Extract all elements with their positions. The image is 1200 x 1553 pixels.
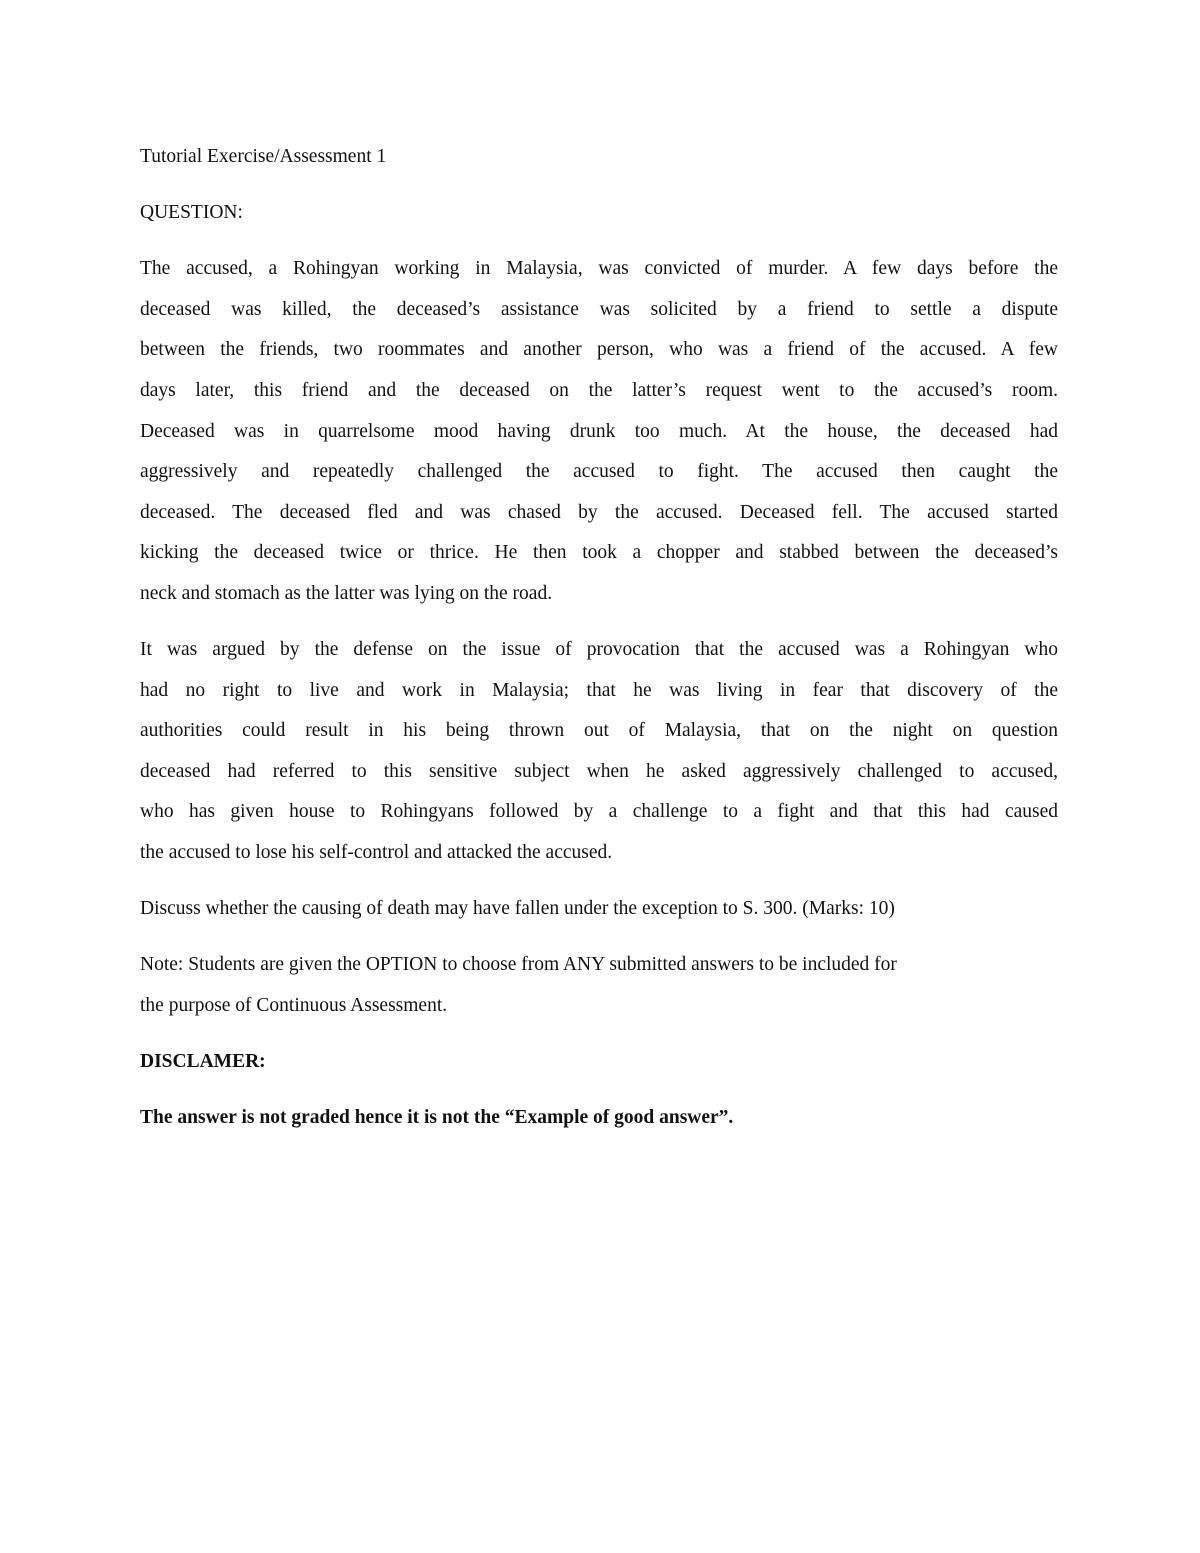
discussion-prompt [140, 889, 1058, 930]
paragraph-line: days later, this friend and the deceased on the latter’s request went to the accused’s room. [140, 379, 1058, 401]
paragraph-line: had no right to live and work in Malaysia; that he was living in fear that discovery of the [140, 679, 1058, 701]
disclaimer-text: The answer is not graded hence it is not the “Example of good answer”. [140, 1106, 734, 1128]
paragraph-line: deceased. The deceased fled and was chased by the accused. Deceased fell. The accused started [140, 501, 1058, 523]
discussion-text: Discuss whether the causing of death may have fallen under the exception to S. 300. (Marks: 10) [140, 898, 895, 920]
note-paragraph [140, 945, 1058, 1026]
paragraph-line: The accused, a Rohingyan working in Malaysia, was convicted of murder. A few days before the [140, 258, 1058, 280]
paragraph-line: between the friends, two roommates and another person, who was a friend of the accused. A few [140, 339, 1058, 361]
note-line: the purpose of Continuous Assessment. [140, 994, 448, 1016]
paragraph-line: Deceased was in quarrelsome mood having drunk too much. At the house, the deceased had [140, 420, 1058, 442]
question-heading: QUESTION: [140, 202, 243, 224]
document-body [140, 137, 1058, 1139]
paragraph-line: who has given house to Rohingyans followed by a challenge to a fight and that this had caused [140, 801, 1058, 823]
disclaimer-heading: DISCLAMER: [140, 1050, 266, 1072]
paragraph-defense [140, 630, 1058, 874]
paragraph-line: It was argued by the defense on the issue of provocation that the accused was a Rohingyan who [140, 639, 1058, 661]
paragraph-line: kicking the deceased twice or thrice. He then took a chopper and stabbed between the deceased’s [140, 542, 1058, 564]
paragraph-facts [140, 249, 1058, 614]
paragraph-line: the accused to lose his self-control and attacked the accused. [140, 842, 613, 863]
note-line: Note: Students are given the OPTION to choose from ANY submitted answers to be included for [140, 954, 897, 976]
paragraph-line: deceased was killed, the deceased’s assistance was solicited by a friend to settle a dispute [140, 298, 1058, 320]
paragraph-line: neck and stomach as the latter was lying on the road. [140, 582, 553, 604]
paragraph-line: deceased had referred to this sensitive subject when he asked aggressively challenged to accused, [140, 760, 1058, 782]
paragraph-line: authorities could result in his being thrown out of Malaysia, that on the night on question [140, 720, 1058, 742]
document-title: Tutorial Exercise/Assessment 1 [140, 146, 387, 167]
paragraph-line: aggressively and repeatedly challenged the accused to fight. The accused then caught the [140, 461, 1058, 483]
